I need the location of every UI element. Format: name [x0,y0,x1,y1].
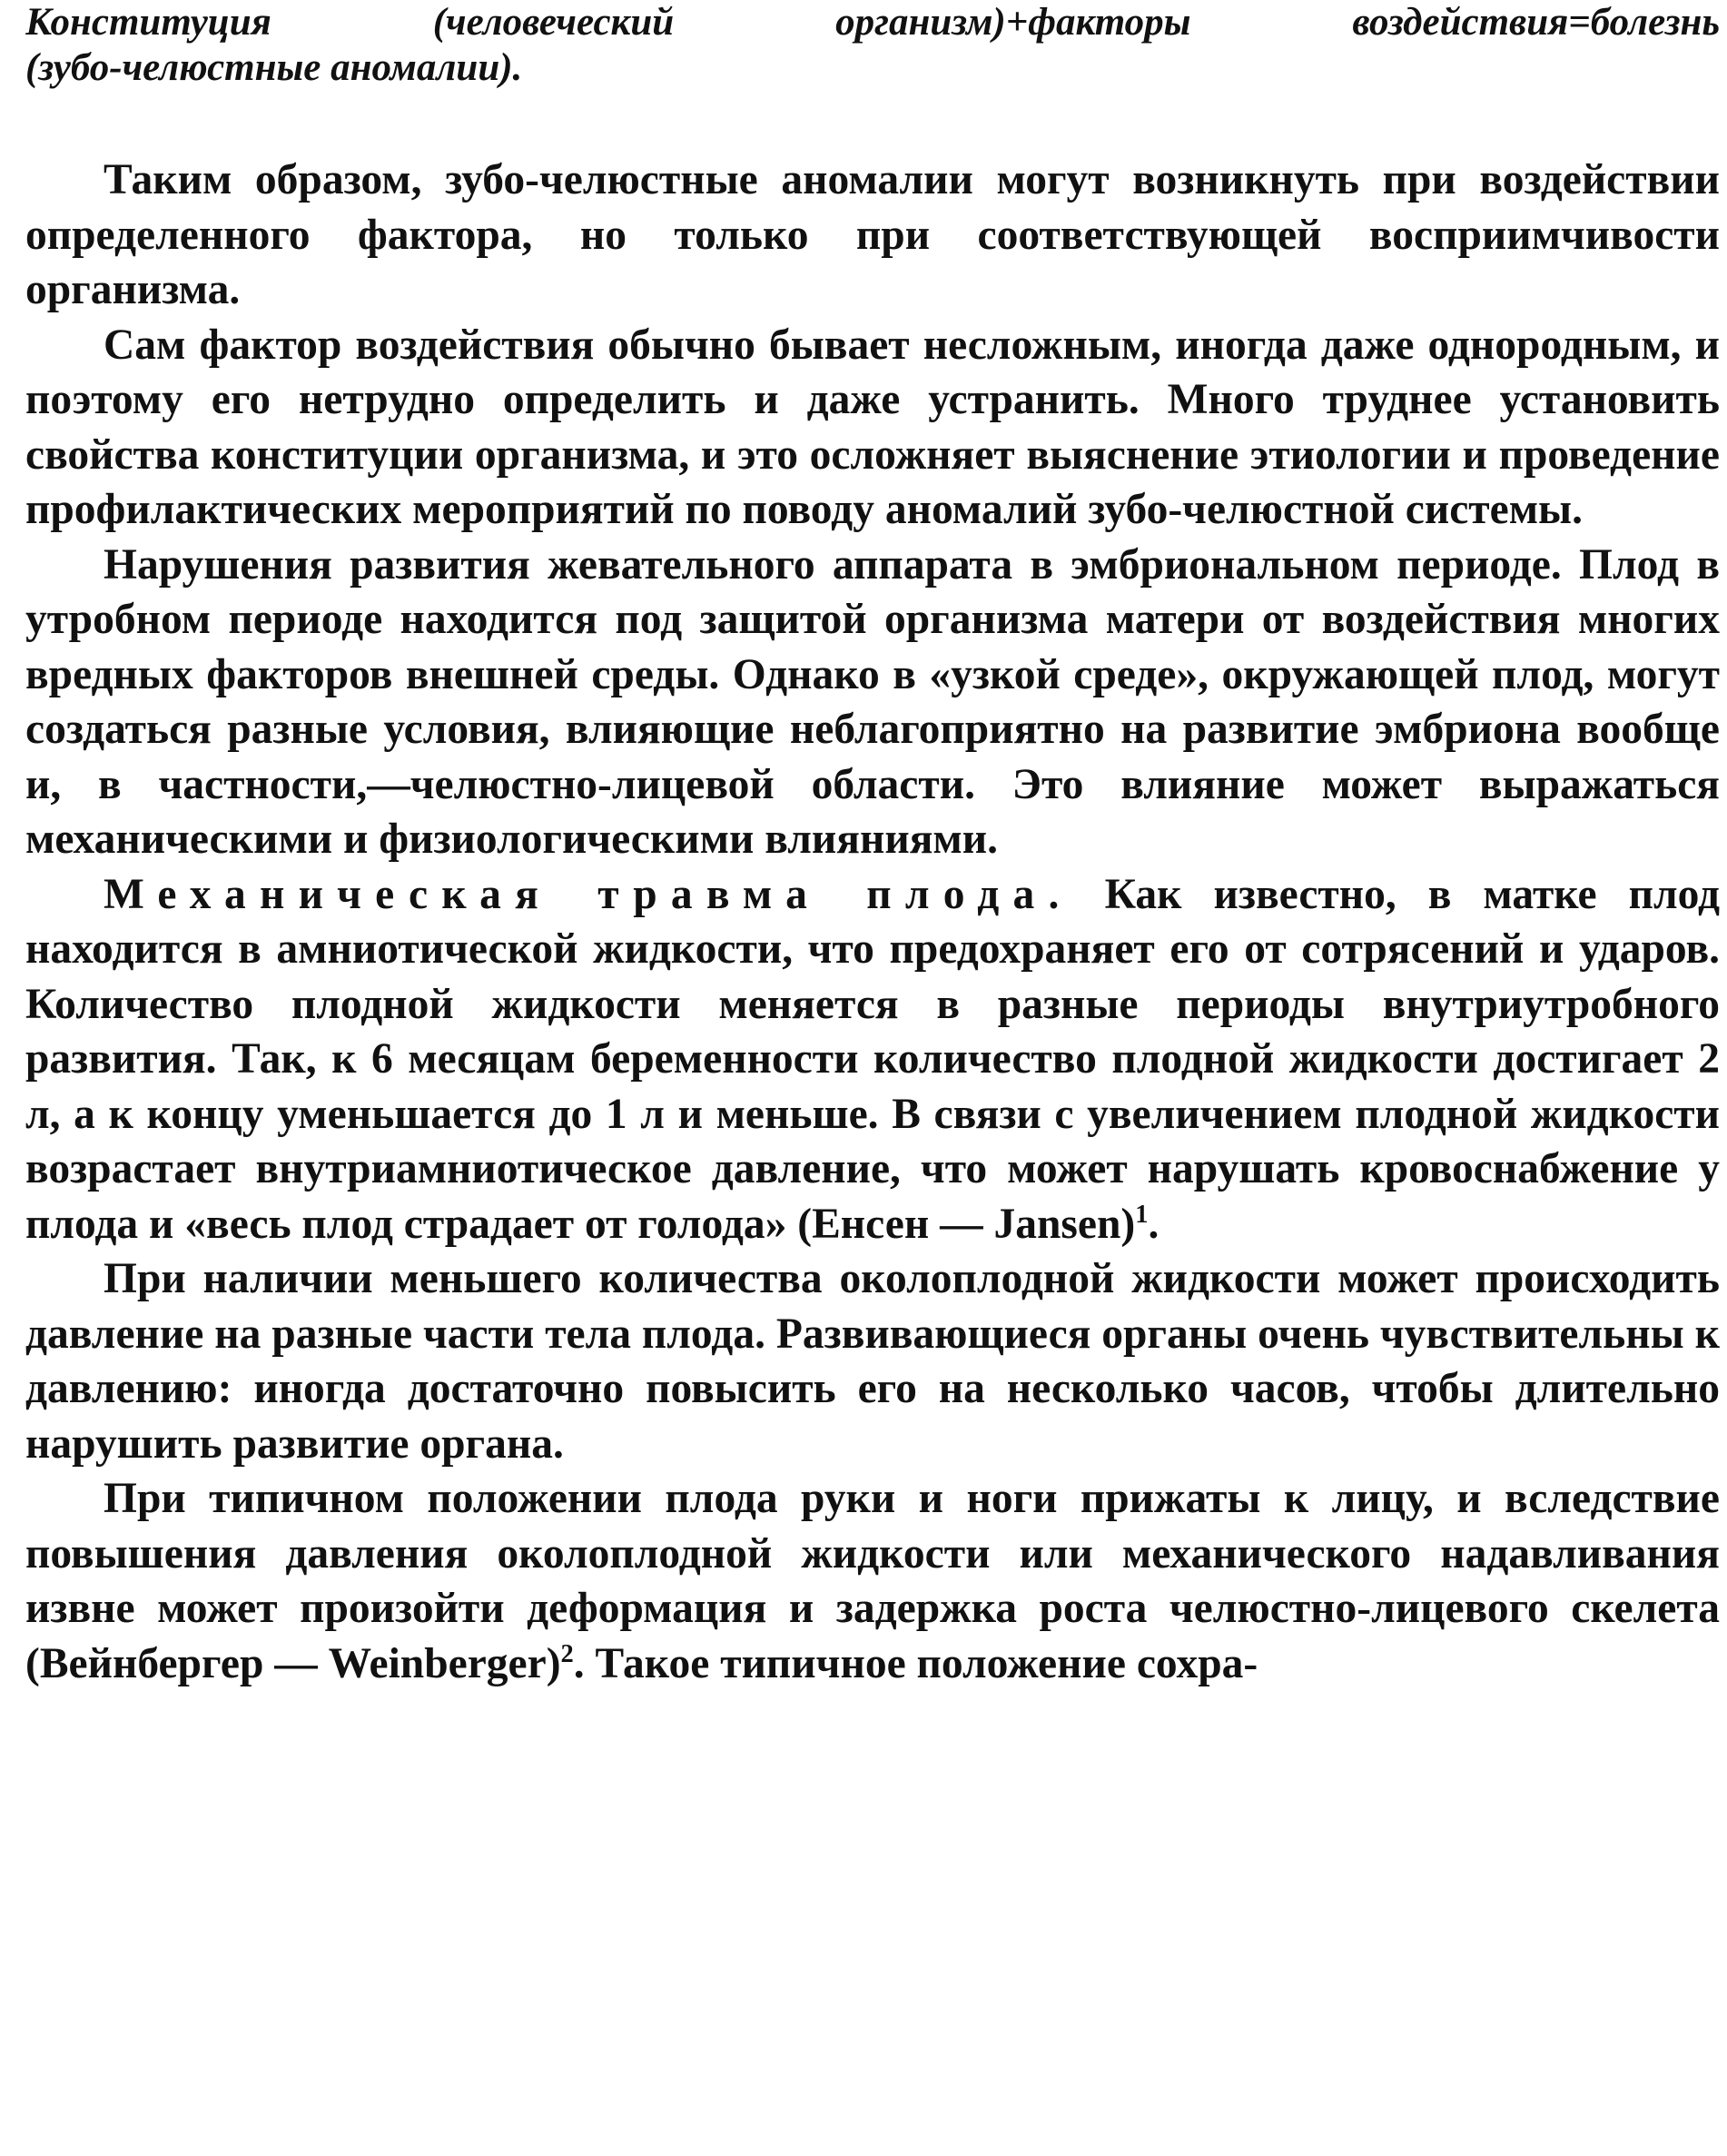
subsection-heading: Механическая травма плода. [104,870,1073,918]
paragraph-factor [25,318,1720,538]
paragraph-text: При наличии меньшего количества околоплодной жидкости может происходить давление на разные части тела плода. Развивающиеся органы очень чувствительны к давлению: иногда достаточно повысить его на несколько часов, чтобы длительно нарушить развитие органа. [25,1255,1720,1468]
paragraph-text-end: . [1148,1200,1160,1248]
formula-line-1: Конституция (человеческий организм)+факторы воздействия=болезнь [25,1,1720,44]
section-heading: Нарушения развития жевательного аппарата в эмбриональном периоде. [104,540,1562,588]
paragraph-text: Сам фактор воздействия обычно бывает несложным, иногда даже однородным, и поэтому его нетрудно определить и даже устранить. Много труднее установить свойства конституции организма, и это осложняет выяснение этиологии и проведение профилактических мероприятий по поводу аномалий зубо-челюстной системы. [25,321,1720,533]
paragraph-conclusion [25,153,1720,318]
footnote-ref-1: 1 [1135,1200,1149,1229]
paragraph-text: Плод в утробном периоде находится под защитой организма матери от воздействия многих вредных факторов внешней среды. Однако в «узкой среде», окружающей плод, могут создаться разные условия, влияющие неблагоприятно на развитие эмбриона вообще и, в частности,—челюстно-лицевой области. Это влияние может выражаться механическими и физиологическими влияниями. [25,540,1720,863]
paragraph-text: Таким образом, зубо-челюстные аномалии могут возникнуть при воздействии определенного фактора, но только при соответствующей восприимчивости организма. [25,156,1720,313]
paragraph-text: Как известно, в матке плод находится в амниотической жидкости, что предохраняет его от сотрясений и ударов. Количество плодной жидкости меняется в разные периоды внутриутробного развития. Так, к 6 месяцам беременности количество плодной жидкости достигает 2 л, а к концу уменьшается до 1 л и меньше. В связи с увеличением плодной жидкости возрастает внутриамниотическое давление, что может нарушать кровоснабжение у плода и «весь плод страдает от голода» (Енсен — Jansen) [25,870,1720,1248]
paragraph-text: При типичном положении плода руки и ноги прижаты к лицу, и вследствие повышения давления околоплодной жидкости или механического надавливания извне может произойти деформация и задержка роста челюстно-лицевого скелета (Вейнбергер — Weinberger) [25,1475,1720,1687]
paragraph-text-end: . Такое типичное положение сохра- [573,1639,1258,1687]
paragraph-mechanical-trauma [25,867,1720,1252]
formula-line-2: (зубо-челюстные аномалии). [25,46,523,89]
footnote-ref-2: 2 [560,1639,574,1668]
paragraph-typical-position [25,1471,1720,1691]
etiology-formula [25,0,1720,91]
paragraph-pressure [25,1251,1720,1471]
body-text [25,153,1720,1691]
paragraph-embryonic [25,538,1720,867]
